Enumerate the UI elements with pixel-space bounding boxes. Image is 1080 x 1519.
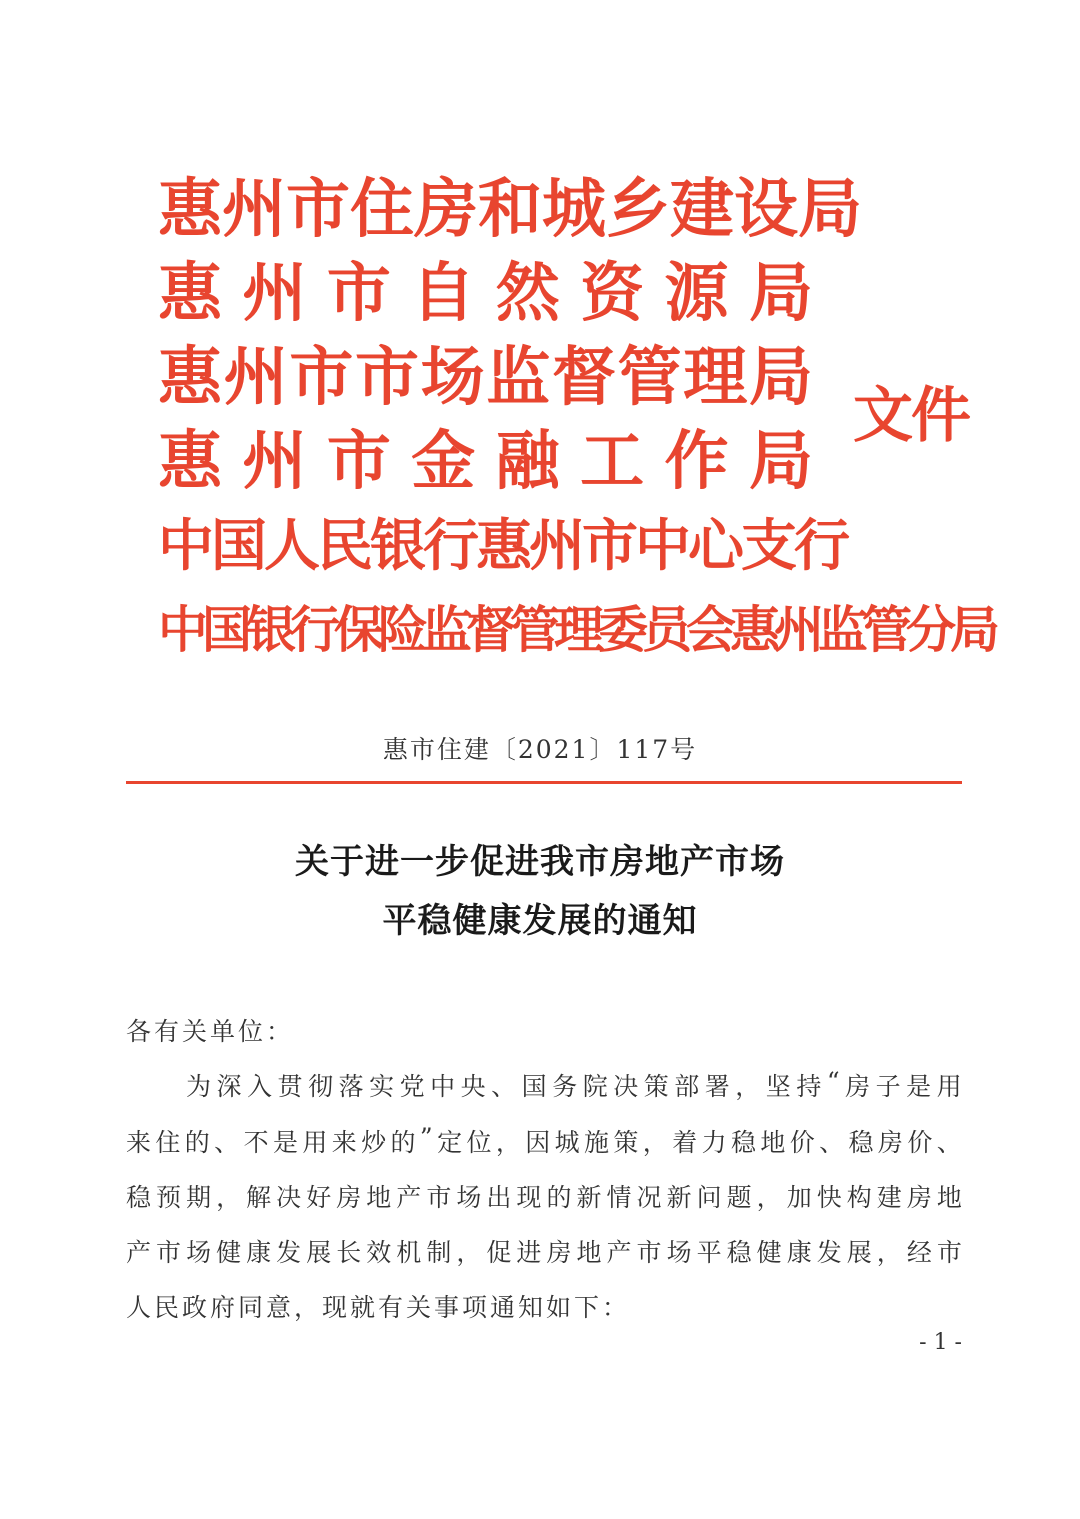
glyph: 经 xyxy=(906,1238,932,1267)
glyph: 落 xyxy=(338,1072,364,1101)
glyph: 的 xyxy=(184,1128,210,1157)
glyph: 贯 xyxy=(277,1072,303,1101)
glyph: 彻 xyxy=(308,1072,334,1101)
glyph: 州 xyxy=(222,172,286,247)
glyph: 金 xyxy=(411,424,476,499)
body-paragraph-line: 人民政府同意，现就有关事项通知如下： xyxy=(126,1293,631,1322)
glyph: 市 xyxy=(156,1238,182,1267)
glyph: 场 xyxy=(666,1238,692,1267)
glyph: 市 xyxy=(289,340,354,415)
glyph: 况 xyxy=(636,1183,662,1212)
glyph: 场 xyxy=(456,1183,482,1212)
glyph: 产 xyxy=(606,1238,632,1267)
glyph: 长 xyxy=(336,1238,362,1267)
glyph: 惠 xyxy=(158,340,222,415)
glyph: 州 xyxy=(223,340,288,415)
glyph: “ xyxy=(826,1067,840,1096)
glyph: 决 xyxy=(613,1072,639,1101)
glyph: 位 xyxy=(466,1128,492,1157)
glyph: 市 xyxy=(326,256,391,331)
glyph: 稳 xyxy=(126,1183,152,1212)
glyph: 新 xyxy=(666,1183,692,1212)
glyph: 、 xyxy=(491,1072,517,1101)
glyph: 坚 xyxy=(765,1072,791,1101)
glyph: 的 xyxy=(546,1183,572,1212)
glyph: 房 xyxy=(877,1128,903,1157)
glyph: 、 xyxy=(214,1128,240,1157)
glyph: 房 xyxy=(414,172,478,247)
glyph: 深 xyxy=(216,1072,242,1101)
glyph: 党 xyxy=(399,1072,425,1101)
glyph: 建 xyxy=(670,172,734,247)
glyph: 城 xyxy=(554,1128,580,1157)
glyph: 快 xyxy=(816,1183,842,1212)
glyph: 题 xyxy=(726,1183,752,1212)
glyph: 城 xyxy=(542,172,606,247)
glyph: 施 xyxy=(584,1128,610,1157)
body-paragraph-line xyxy=(186,1067,962,1103)
glyph: 房 xyxy=(546,1238,572,1267)
glyph: 场 xyxy=(420,340,485,415)
glyph: ， xyxy=(876,1238,902,1267)
glyph: 作 xyxy=(664,424,729,499)
glyph: 房 xyxy=(336,1183,362,1212)
glyph: 住 xyxy=(350,172,414,247)
glyph: 市 xyxy=(426,1183,452,1212)
glyph: 地 xyxy=(936,1183,962,1212)
glyph: 自 xyxy=(411,256,476,331)
glyph: 和 xyxy=(478,172,542,247)
glyph: 市 xyxy=(326,424,391,499)
glyph: 来 xyxy=(331,1128,357,1157)
glyph: 惠 xyxy=(158,424,222,499)
glyph: 市 xyxy=(354,340,419,415)
glyph: 问 xyxy=(696,1183,722,1212)
glyph: 的 xyxy=(390,1128,416,1157)
glyph: 为 xyxy=(186,1072,212,1101)
glyph: 督 xyxy=(551,340,616,415)
document-title-line-2: 平稳健康发展的通知 xyxy=(382,901,698,941)
glyph: 稳 xyxy=(848,1128,874,1157)
glyph: 乡 xyxy=(606,172,670,247)
red-divider-line xyxy=(126,781,962,784)
glyph: 产 xyxy=(126,1238,152,1267)
glyph: 源 xyxy=(664,256,729,331)
glyph: 效 xyxy=(366,1238,392,1267)
glyph: 是 xyxy=(906,1072,932,1101)
glyph: 设 xyxy=(734,172,798,247)
glyph: 理 xyxy=(683,340,748,415)
glyph: 发 xyxy=(816,1238,842,1267)
glyph: 资 xyxy=(580,256,645,331)
glyph: 署 xyxy=(704,1072,730,1101)
document-number: 惠市住建〔2021〕117号 xyxy=(382,735,698,764)
glyph: 地 xyxy=(760,1128,786,1157)
glyph: 部 xyxy=(674,1072,700,1101)
glyph: 建 xyxy=(876,1183,902,1212)
glyph: ， xyxy=(756,1183,782,1212)
glyph: 地 xyxy=(366,1183,392,1212)
glyph: 场 xyxy=(186,1238,212,1267)
glyph: 健 xyxy=(216,1238,242,1267)
glyph: 康 xyxy=(786,1238,812,1267)
issuer-pboc-branch: 中国人民银行惠州市中心支行 xyxy=(158,513,847,579)
glyph: ， xyxy=(642,1128,668,1157)
glyph: 房 xyxy=(906,1183,932,1212)
glyph: 中 xyxy=(430,1072,456,1101)
glyph: 市 xyxy=(286,172,350,247)
glyph: 发 xyxy=(276,1238,302,1267)
glyph: 院 xyxy=(582,1072,608,1101)
body-paragraph-line xyxy=(126,1178,962,1214)
glyph: 决 xyxy=(276,1183,302,1212)
glyph: ， xyxy=(735,1072,761,1101)
glyph: 用 xyxy=(936,1072,962,1101)
glyph: 市 xyxy=(936,1238,962,1267)
glyph: 预 xyxy=(156,1183,182,1212)
glyph: ” xyxy=(419,1123,433,1152)
glyph: 局 xyxy=(748,340,813,415)
glyph: 局 xyxy=(748,424,813,499)
salutation: 各有关单位： xyxy=(126,1017,295,1046)
glyph: 定 xyxy=(437,1128,463,1157)
issuer-market-supervision-bureau xyxy=(158,336,813,420)
glyph: 地 xyxy=(576,1238,602,1267)
glyph: 稳 xyxy=(730,1128,756,1157)
glyph: 机 xyxy=(396,1238,422,1267)
glyph: 解 xyxy=(246,1183,272,1212)
body-paragraph-line xyxy=(126,1123,962,1159)
glyph: 构 xyxy=(846,1183,872,1212)
glyph: 着 xyxy=(672,1128,698,1157)
issuer-natural-resources-bureau xyxy=(158,252,813,336)
glyph: 产 xyxy=(396,1183,422,1212)
document-type-label: 文件 xyxy=(853,381,969,451)
glyph: 、 xyxy=(819,1128,845,1157)
glyph: 不 xyxy=(243,1128,269,1157)
glyph: 用 xyxy=(302,1128,328,1157)
glyph: 融 xyxy=(495,424,560,499)
glyph: 稳 xyxy=(726,1238,752,1267)
glyph: 加 xyxy=(786,1183,812,1212)
glyph: 住 xyxy=(155,1128,181,1157)
glyph: 局 xyxy=(748,256,813,331)
glyph: 现 xyxy=(516,1183,542,1212)
glyph: 监 xyxy=(486,340,551,415)
glyph: 新 xyxy=(576,1183,602,1212)
glyph: 州 xyxy=(242,256,307,331)
document-title-line-1: 关于进一步促进我市房地产市场 xyxy=(295,842,785,882)
glyph: 力 xyxy=(701,1128,727,1157)
glyph: 房 xyxy=(845,1072,871,1101)
glyph: 子 xyxy=(875,1072,901,1101)
glyph: 好 xyxy=(306,1183,332,1212)
glyph: 务 xyxy=(552,1072,578,1101)
glyph: 州 xyxy=(242,424,307,499)
issuer-financial-work-bureau xyxy=(158,420,813,504)
glyph: 策 xyxy=(613,1128,639,1157)
glyph: 康 xyxy=(246,1238,272,1267)
glyph: 是 xyxy=(272,1128,298,1157)
glyph: 制 xyxy=(426,1238,452,1267)
issuer-housing-bureau xyxy=(158,168,862,252)
glyph: 持 xyxy=(796,1072,822,1101)
glyph: 策 xyxy=(643,1072,669,1101)
glyph: 情 xyxy=(606,1183,632,1212)
glyph: 实 xyxy=(369,1072,395,1101)
glyph: 央 xyxy=(460,1072,486,1101)
glyph: 炒 xyxy=(361,1128,387,1157)
glyph: ， xyxy=(456,1238,482,1267)
glyph: 惠 xyxy=(158,256,222,331)
glyph: 管 xyxy=(617,340,682,415)
glyph: 价 xyxy=(789,1128,815,1157)
glyph: 国 xyxy=(521,1072,547,1101)
glyph: 展 xyxy=(306,1238,332,1267)
glyph: ， xyxy=(216,1183,242,1212)
glyph: 工 xyxy=(580,424,645,499)
glyph: 、 xyxy=(936,1128,962,1157)
glyph: 来 xyxy=(126,1128,152,1157)
glyph: 平 xyxy=(696,1238,722,1267)
glyph: 然 xyxy=(495,256,560,331)
glyph: 健 xyxy=(756,1238,782,1267)
glyph: 展 xyxy=(846,1238,872,1267)
glyph: 因 xyxy=(525,1128,551,1157)
issuer-cbirc-branch: 中国银行保险监督管理委员会惠州监管分局 xyxy=(158,600,994,659)
glyph: 入 xyxy=(247,1072,273,1101)
glyph: 期 xyxy=(186,1183,212,1212)
glyph: 市 xyxy=(636,1238,662,1267)
glyph: 促 xyxy=(486,1238,512,1267)
body-paragraph-line xyxy=(126,1233,962,1269)
glyph: 局 xyxy=(798,172,862,247)
glyph: ， xyxy=(495,1128,521,1157)
glyph: 惠 xyxy=(158,172,222,247)
glyph: 价 xyxy=(907,1128,933,1157)
page-number: - 1 - xyxy=(919,1330,962,1355)
glyph: 出 xyxy=(486,1183,512,1212)
glyph: 进 xyxy=(516,1238,542,1267)
